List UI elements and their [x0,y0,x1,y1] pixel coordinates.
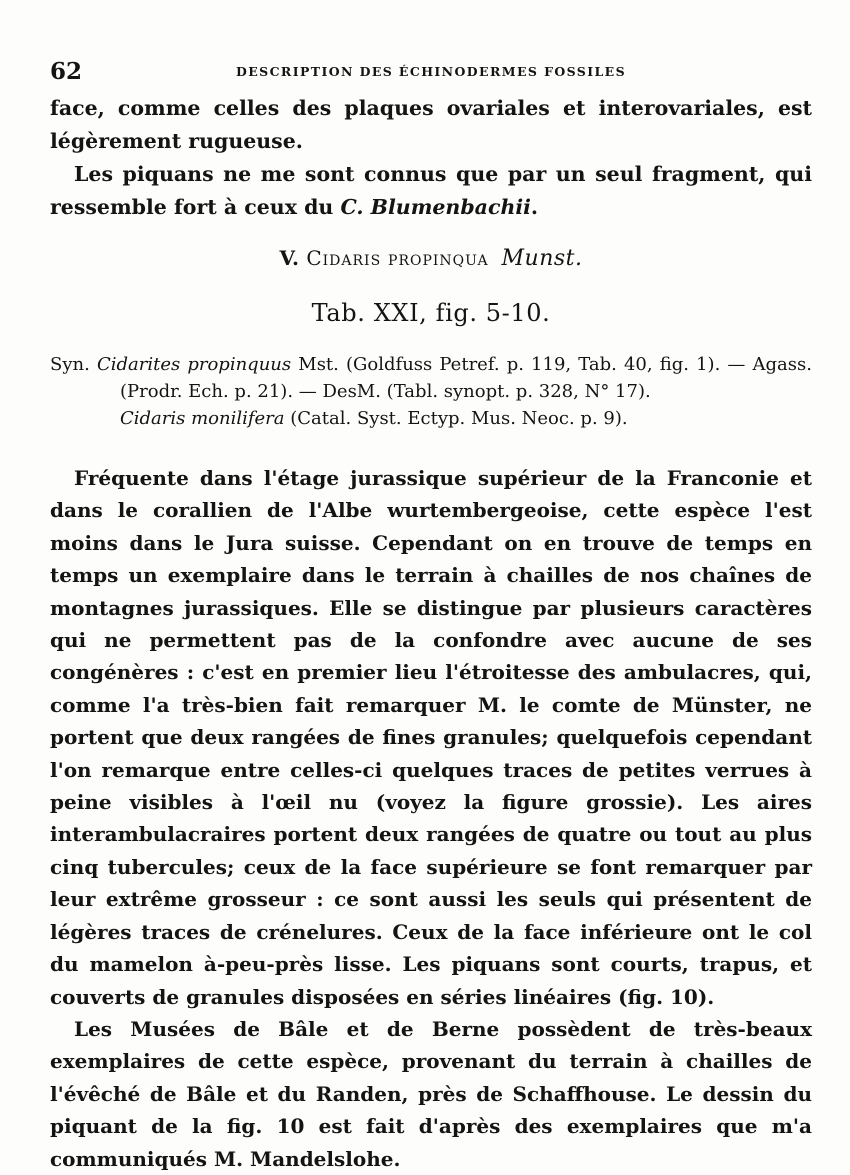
section-number: V. [279,246,300,270]
page-number: 62 [50,58,83,85]
running-title: DESCRIPTION DES ÉCHINODERMES FOSSILES [235,64,627,79]
body-text [50,462,812,1175]
section-genus: Cidaris [306,246,382,270]
intro-paragraph-1: face, comme celles des plaques ovariales et interovariales, est légèrement rugueuse. [50,96,812,153]
running-head [50,58,812,92]
species-reference: C. Blumenbachii [340,195,531,219]
body-paragraph-1: Fréquente dans l'étage jurassique supérieur de la Franconie et dans le corallien de l'Albe wurtembergeoise, cette espèce l'est moins dans le Jura suisse. Cependant on en trouve de temps en temps un exemplaire dans le terrain à chailles de nos chaînes de montagnes jurassiques. Elle se distingue par plusieurs caractères qui ne permettent pas de la confondre avec aucune de ses congénères : c'est en premier lieu l'étroitesse des ambulacres, qui, comme l'a très-bien fait remarquer M. le comte de Münster, ne portent que deux rangées de fines granules; quelquefois cependant l'on remarque entre celles-ci quelques traces de petites verrues à peine visibles à l'œil nu (voyez la figure grossie). Les aires interambulacraires portent deux rangées de quatre ou tout au plus cinq tubercules; ceux de la face supérieure se font remarquer par leur extrême grosseur : ce sont aussi les seuls qui présentent de légères traces de crénelures. Ceux de la face inférieure ont le col du mamelon à-peu-près lisse. Les piquans sont courts, trapus, et couverts de granules disposées en séries linéaires (fig. 10). [50,466,812,1009]
plate-reference: Tab. XXI, fig. 5-10. [311,299,551,327]
section-species: propinqua [388,246,489,270]
intro-text-after: . [530,195,539,219]
synonymy-line-2: (Prodr. Ech. p. 21). — DesM. (Tabl. synopt. p. 328, N° 17). [120,381,651,402]
intro-text-before: Les piquans ne me sont connus que par un seul fragment, qui ressemble fort à ceux du [50,162,812,219]
synonymy-label: Syn. [50,354,90,375]
synonymy [50,351,812,432]
synonymy-line-3 [50,405,812,432]
section-author: Munst. [501,246,583,271]
synonym-name-2: Cidaris monilifera [120,408,285,429]
synonym-text-1: Mst. (Goldfuss Petref. p. 119, Tab. 40, fig. 1). — Agass. [291,354,812,375]
body-paragraph-2: Les Musées de Bâle et de Berne possèdent de très-beaux exemplaires de cette espèce, provenant du terrain à chailles de l'évêché de Bâle et du Randen, près de Schaffhouse. Le dessin du piquant de la fig. 10 est fait d'après des exemplaires que m'a communiqués M. Mandelslohe. [50,1016,812,1171]
intro-paragraph-2 [50,158,812,224]
synonymy-line-1 [50,351,812,378]
section-title [50,246,812,271]
synonym-name-1: Cidarites propinquus [96,354,292,375]
page [50,58,812,1175]
synonym-text-2: (Catal. Syst. Ectyp. Mus. Neoc. p. 9). [284,408,628,429]
